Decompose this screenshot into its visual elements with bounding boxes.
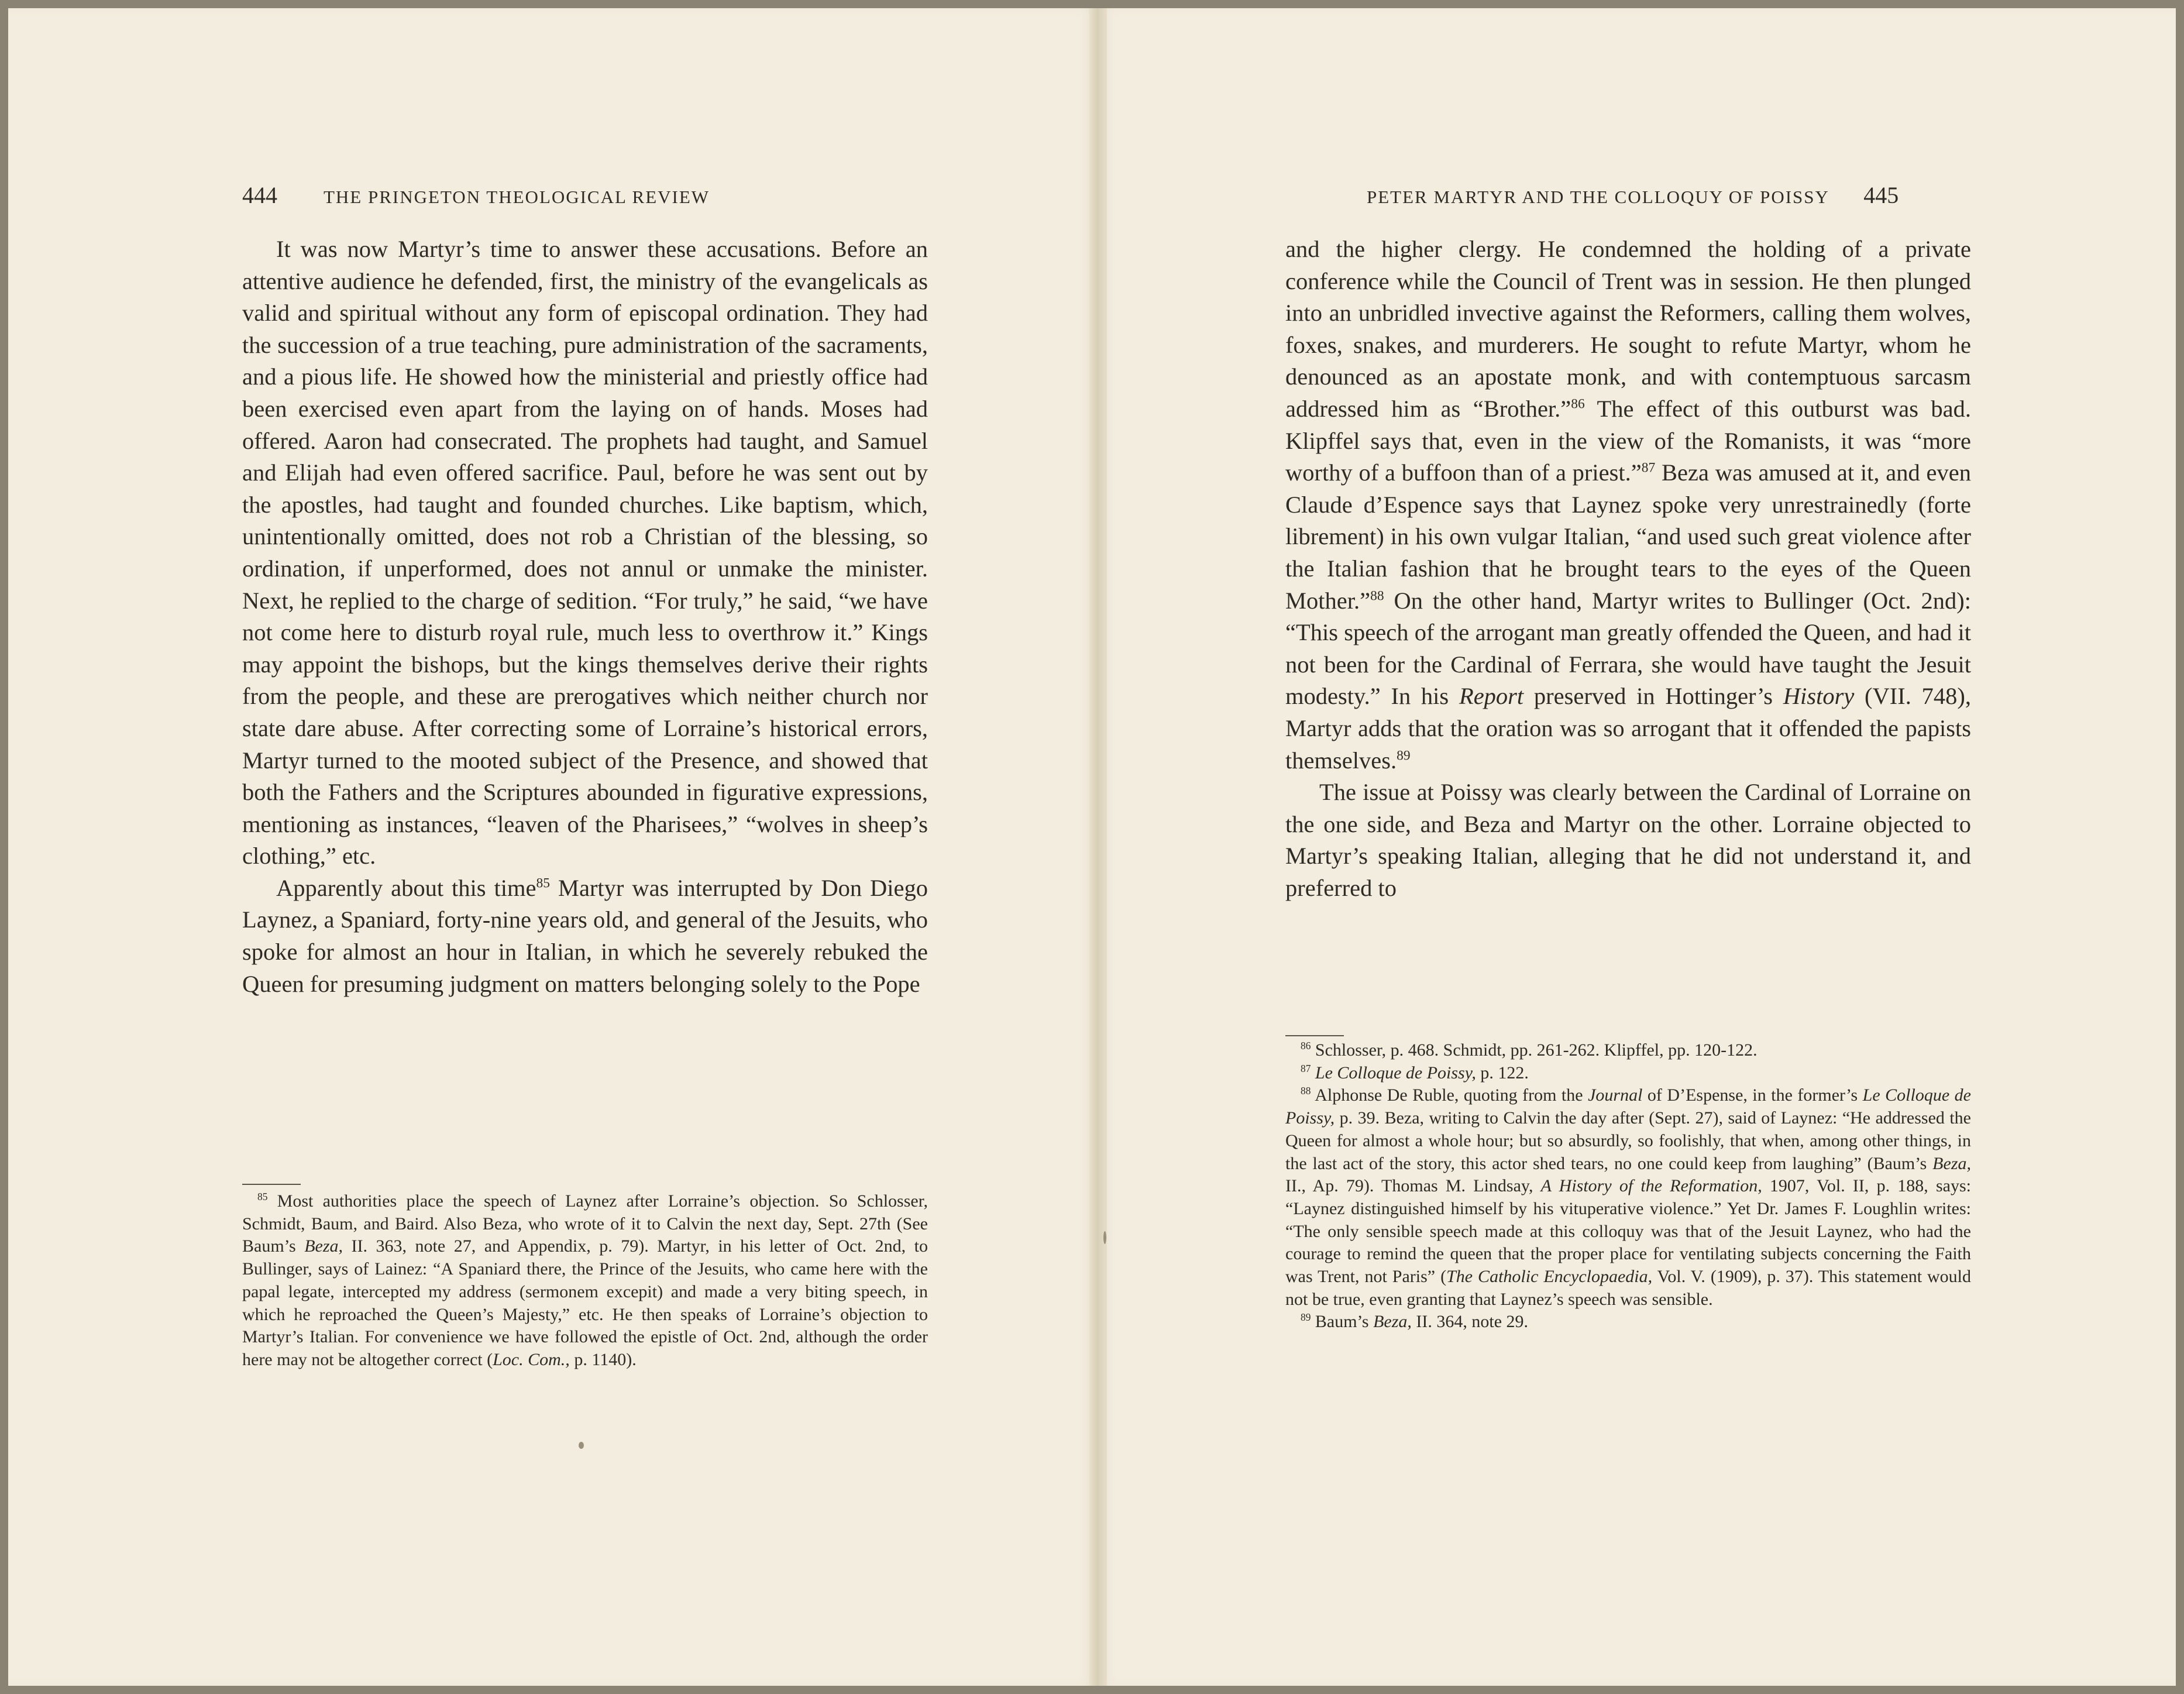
footnote-mark: 87	[1301, 1062, 1311, 1074]
paragraph: It was now Martyr’s time to answer these accusations. Before an attentive audience he defended, first, the ministry of the evangelicals as valid and spiritual without any form of episcopal ordination. They had the succession of a true teaching, pure administration of the sacraments, and a pious life. He showed how the ministerial and priestly office had been exercised even apart from the laying on of hands. Moses had offered. Aaron had consecrated. The prophets had taught, and Samuel and Elijah had even offered sacrifice. Paul, before he was sent out by the apostles, had taught and founded churches. Like baptism, which, unintentionally omitted, does not rob a Christian of the blessing, so ordination, if unperformed, does not annul or unmake the minister. Next, he replied to the charge of sedition. “For truly,” he said, “we have not come here to disturb royal rule, much less to overthrow it.” Kings may appoint the bishops, but the kings themselves derive their rights from the people, and these are prerogatives which neither church nor state dare abuse. After correcting some of Lorraine’s historical errors, Martyr turned to the mooted subject of the Presence, and showed that both the Fathers and the Scriptures abounded in figurative expressions, mentioning as instances, “leaven of the Pharisees,” “wolves in sheep’s clothing,” etc.	[242, 236, 928, 870]
paragraph-text: On the other hand, Martyr writes to Bullinger (Oct. 2nd): “This speech of the arrogant man greatly offended the Queen, and had it not been for the Cardinal of Ferrara, she would have taught the Jesuit modesty.” In his	[1285, 587, 1971, 710]
page-number-left: 444	[242, 182, 277, 208]
footnote-text: p. 39. Beza, writing to Calvin the day after (Sept. 27), said of Laynez: “He addressed the Queen for almost a whole hour; but so absurdly, so foolishly, that when, among other things, in the last act of the story, this actor shed tears, no one could keep from laughing” (Baum’s	[1285, 1108, 1971, 1173]
paragraph-text: Martyr was interrupted by Don Diego Laynez, a Spaniard, forty-nine years old, and general of the Jesuits, who spoke for almost an hour in Italian, in which he severely rebuked the Queen for presuming judgment on matters belonging solely to the Pope	[242, 874, 928, 997]
footnote-italic: Beza,	[304, 1236, 343, 1256]
footnote-italic: Journal	[1588, 1085, 1643, 1105]
paragraph-text: Apparently about this time	[276, 874, 536, 901]
running-head-left: THE PRINGETON THEOLOGICAL REVIEW	[323, 187, 710, 207]
footnote-text: Schlosser, p. 468. Schmidt, pp. 261-262. Klipffel, pp. 120-122.	[1311, 1040, 1757, 1060]
book-spread	[8, 8, 2176, 1686]
footnote-text: p. 1140).	[569, 1349, 637, 1369]
footnote-text: p. 122.	[1476, 1063, 1529, 1083]
footnote-87	[1285, 1062, 1971, 1085]
paragraph: The issue at Poissy was clearly between the Cardinal of Lorraine on the one side, and Beza and Martyr on the other. Lorraine objected to Martyr’s speaking Italian, alleging that he did not understand it, and preferred to	[1285, 779, 1971, 901]
book-gutter	[1089, 8, 1107, 1686]
footnote-85	[242, 1190, 928, 1372]
footnote-text: Alphonse De Ruble, quoting from the	[1311, 1085, 1588, 1105]
footnote-italic: Loc. Com.,	[493, 1349, 570, 1369]
footnote-italic: Le Colloque de Poissy,	[1315, 1063, 1476, 1083]
paragraph-text: Beza was amused at it, and even Claude d’Espence says that Laynez spoke very unrestrainedly (forte librement) in his own vulgar Italian, “and used such great violence after the Italian fashion that he brought tears to the eyes of the Queen Mother.”	[1285, 459, 1971, 614]
footnote-ref: 86	[1571, 396, 1585, 412]
footnote-italic: A History of the Reformation,	[1540, 1176, 1762, 1196]
paragraph-text: The effect of this outburst was bad. Klipffel says that, even in the view of the Romanists, it was “more worthy of a buffoon than of a priest.”	[1285, 395, 1972, 486]
right-page-header	[1367, 181, 1898, 209]
footnote-text: II. 364, note 29.	[1411, 1312, 1529, 1332]
footnote-ref: 88	[1370, 588, 1384, 604]
footnote-text: II., Ap. 79). Thomas M. Lindsay,	[1285, 1176, 1541, 1196]
paper-speck	[579, 1442, 584, 1449]
footnote-mark: 85	[257, 1191, 268, 1202]
footnote-text: Baum’s	[1311, 1312, 1374, 1332]
footnote-text: Vol. V. (1909), p. 37). This statement would not be true, even granting that Laynez’s speech was sensible.	[1285, 1267, 1971, 1309]
footnote-text: of D’Espense, in the former’s	[1642, 1085, 1863, 1105]
footnotes-right	[1285, 1039, 1971, 1334]
footnote-text: II. 363, note 27, and Appendix, p. 79). Martyr, in his letter of Oct. 2nd, to Bullinger, says of Lainez: “A Spaniard there, the Prince of the Jesuits, who came here with the papal legate, intercepted my address (sermonem excepit) and made a very biting speech, in which he reproached the Queen’s Majesty,” etc. He then speaks of Lorraine’s objection to Martyr’s Italian. For convenience we have followed the epistle of Oct. 2nd, although the order here may not be altogether correct (	[242, 1236, 928, 1369]
footnote-ref: 89	[1397, 748, 1411, 763]
footnote-88	[1285, 1084, 1971, 1311]
left-body-text	[242, 233, 928, 1000]
paragraph-text: preserved in Hottinger’s	[1523, 683, 1783, 710]
footnote-italic: The Catholic Encyclopaedia,	[1446, 1267, 1653, 1287]
paragraph	[242, 872, 928, 1000]
paper-speck	[1103, 1231, 1106, 1244]
footnote-mark: 89	[1301, 1311, 1311, 1324]
footnote-rule	[242, 1184, 301, 1185]
footnote-89	[1285, 1311, 1971, 1334]
left-page-header	[242, 181, 710, 209]
footnote-mark: 86	[1301, 1040, 1311, 1052]
footnote-rule	[1285, 1035, 1344, 1036]
paragraph	[1285, 233, 1971, 776]
footnote-mark: 88	[1301, 1085, 1311, 1097]
footnote-text: Most authorities place the speech of Laynez after Lorraine’s objection. So Schlosser, Schmidt, Baum, and Baird. Also Beza, who wrote of it to Calvin the next day, Sept. 27th (See Baum’s	[242, 1191, 928, 1256]
paragraph-text: (VII. 748), Martyr adds that the oration was so arrogant that it offended the papists themselves.	[1285, 683, 1971, 774]
page-number-right: 445	[1863, 182, 1899, 208]
footnote-ref: 87	[1641, 460, 1656, 476]
footnote-text: 1907, Vol. II, p. 188, says: “Laynez distinguished himself by his vituperative violence.” Yet Dr. James F. Loughlin writes: “The only sensible speech made at this colloquy was that of the Jesuit Laynez, who had the courage to remind the queen that the proper place for ventilating subjects concerning the Faith was Trent, not Paris” (	[1285, 1176, 1972, 1287]
footnote-italic: Le Colloque de Poissy,	[1285, 1085, 1971, 1128]
italic-text: Report	[1459, 683, 1524, 710]
footnote-86	[1285, 1039, 1971, 1062]
right-body-text	[1285, 233, 1971, 904]
paragraph-text: and the higher clergy. He condemned the holding of a private conference while the Council of Trent was in session. He then plunged into an unbridled invective against the Reformers, calling them wolves, foxes, snakes, and murderers. He sought to refute Martyr, whom he denounced as an apostate monk, and with contemptuous sarcasm addressed him as “Brother.”	[1285, 236, 1971, 422]
running-head-right: PETER MARTYR AND THE COLLOQUY OF POISSY	[1367, 187, 1829, 207]
italic-text: History	[1783, 683, 1855, 710]
footnote-italic: Beza,	[1373, 1312, 1412, 1332]
footnote-italic: Beza,	[1932, 1153, 1971, 1173]
footnote-ref: 85	[536, 875, 550, 891]
